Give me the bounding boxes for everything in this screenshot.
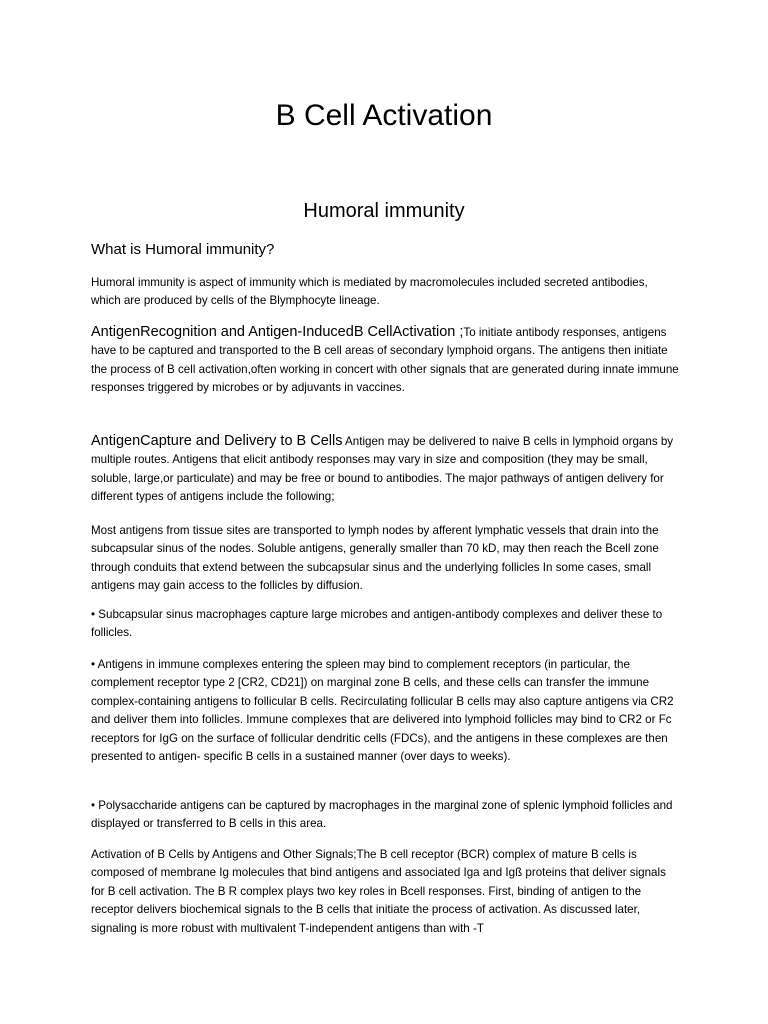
bullet-polysaccharide-antigens: • Polysaccharide antigens can be captured by macrophages in the marginal zone of splenic lymphoid follicles and displayed or transferred to B cells in this area.	[91, 799, 673, 831]
paragraph-antigen-capture	[91, 432, 679, 507]
paragraph-antigen-recognition	[91, 323, 679, 398]
paragraph-antigen-recognition-body: To initiate antibody responses, antigens have to be captured and transported to the B cell areas of secondary lymphoid organs. The antigens then initiate the process of B cell activation,often working in concert with other signals that are generated during innate immune responses triggered by microbes or by adjuvants in vaccines.	[91, 326, 679, 395]
document-title: B Cell Activation	[275, 99, 493, 132]
bullet-subcapsular-macrophages: • Subcapsular sinus macrophages capture large microbes and antigen-antibody complexes and deliver these to follicles.	[91, 608, 663, 640]
paragraph-bcell-activation-signals: Activation of B Cells by Antigens and Other Signals;The B cell receptor (BCR) complex of mature B cells is composed of membrane Ig molecules that bind antigens and associated Iga and Igß proteins that deliver signals for B cell activation. The B R complex plays two key roles in Bcell responses. First, binding of antigen to the receptor delivers biochemical signals to the B cells that initiate the process of activation. As discussed later, signaling is more robust with multivalent T-independent antigens than with -T	[91, 848, 666, 935]
question-heading: What is Humoral immunity?	[91, 241, 275, 258]
paragraph-tissue-antigens: Most antigens from tissue sites are transported to lymph nodes by afferent lymphatic vessels that drain into the subcapsular sinus of the nodes. Soluble antigens, generally smaller than 70 kD, may then reach the Bcell zone through conduits that extend between the subcapsular sinus and the underlying follicles In some cases, small antigens may gain access to the follicles by diffusion.	[91, 524, 659, 593]
bullet-immune-complexes: • Antigens in immune complexes entering the spleen may bind to complement receptors (in particular, the complement receptor type 2 [CR2, CD21]) on marginal zone B cells, and these cells can transfer the immune complex-containing antigens to follicular B cells. Recirculating follicular B cells may also capture antigens via CR2 and deliver them into follicles. Immune complexes that are delivered into lymphoid follicles may bind to CR2 or Fc receptors for IgG on the surface of follicular dendritic cells (FDCs), and the antigens in these complexes are then presented to antigen- specific B cells in a sustained manner (over days to weeks).	[91, 658, 674, 764]
inline-heading-antigen-capture: AntigenCapture and Delivery to B Cells	[91, 433, 343, 449]
paragraph-definition: Humoral immunity is aspect of immunity which is mediated by macromolecules included secreted antibodies, which are produced by cells of the Blymphocyte lineage.	[91, 276, 648, 308]
document-subtitle: Humoral immunity	[303, 200, 465, 222]
paragraph-antigen-capture-body: Antigen may be delivered to naive B cells in lymphoid organs by multiple routes. Antigens that elicit antibody responses may vary in size and composition (they may be small, soluble, large,or particulate) and may be free or bound to antibodies. The major pathways of antigen delivery for different types of antigens include the following;	[91, 435, 674, 504]
inline-heading-antigen-recognition: AntigenRecognition and Antigen-InducedB CellActivation ;	[91, 324, 464, 340]
